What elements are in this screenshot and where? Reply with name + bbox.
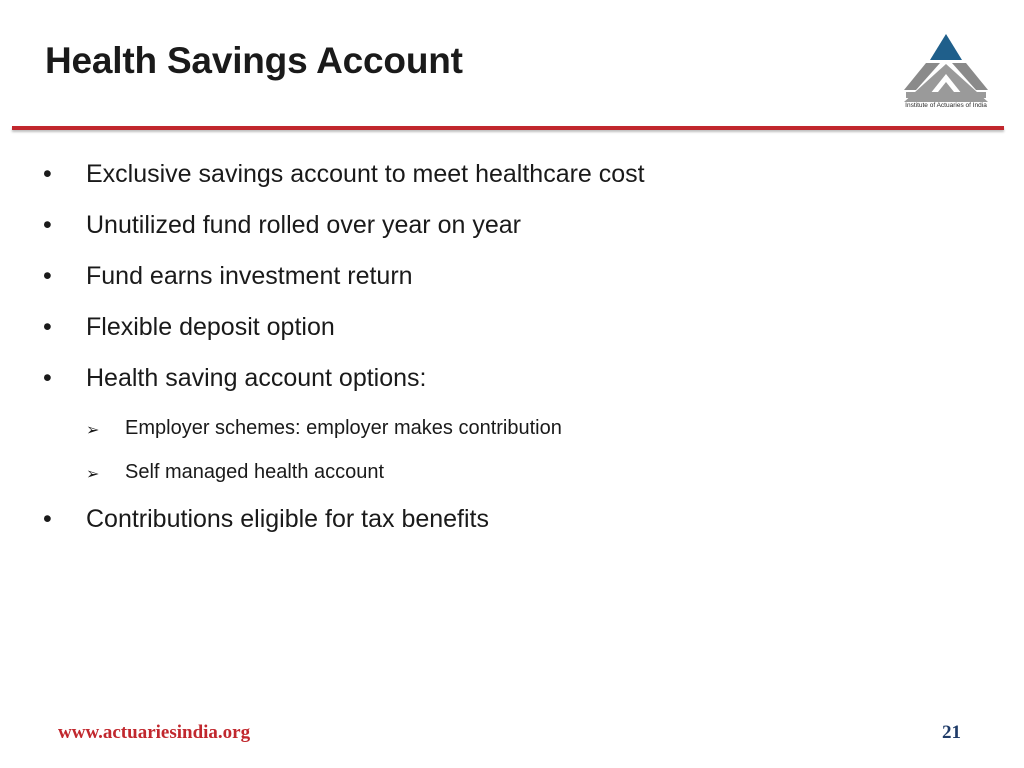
slide-title: Health Savings Account: [45, 40, 463, 81]
sub-bullet-text: Self managed health account: [125, 461, 385, 483]
sub-bullet-text: Employer schemes: employer makes contribution: [125, 417, 562, 439]
bullet-text: Fund earns investment return: [86, 262, 413, 290]
bullet-marker: •: [43, 313, 52, 341]
page-number: 21: [942, 722, 961, 743]
bullet-text: Unutilized fund rolled over year on year: [86, 211, 521, 239]
bullet-text: Health saving account options:: [86, 364, 427, 392]
bullet-marker: •: [43, 505, 52, 533]
institute-logo: [896, 30, 996, 114]
bullet-marker: •: [43, 160, 52, 188]
bullet-marker: •: [43, 364, 52, 392]
bullet-marker: •: [43, 211, 52, 239]
logo-caption: Institute of Actuaries of India: [905, 102, 987, 109]
arrow-bullet-icon: ➢: [86, 464, 100, 483]
footer-website-link[interactable]: www.actuariesindia.org: [58, 722, 251, 743]
arrow-bullet-icon: ➢: [86, 420, 100, 439]
bullet-text: Contributions eligible for tax benefits: [86, 505, 490, 533]
bullet-text: Exclusive savings account to meet healthcare cost: [86, 160, 645, 188]
title-divider: [12, 126, 1004, 130]
bullet-marker: •: [43, 262, 52, 290]
institute-logo-icon: [896, 30, 996, 102]
bullet-text: Flexible deposit option: [86, 313, 335, 341]
